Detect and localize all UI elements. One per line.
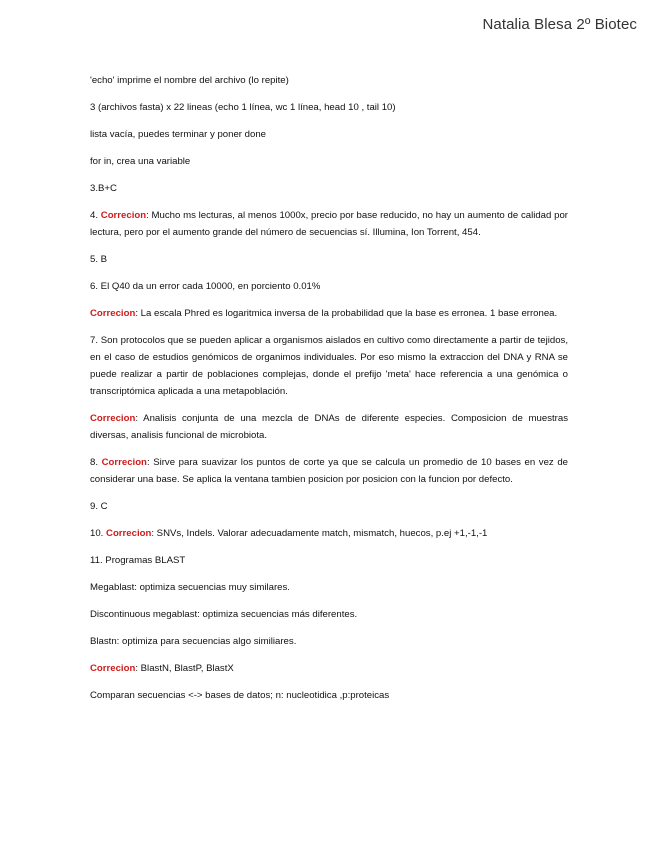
paragraph-prefix: 8. <box>90 457 102 468</box>
paragraph-prefix: 4. <box>90 210 101 221</box>
answer-paragraph-12 <box>90 454 568 488</box>
paragraph-text: : Sirve para suavizar los puntos de corte ya que se calcula un promedio de 10 bases en vez de considerar una base. Se aplica la ventana tambien posicion por posicion con la funcion por defecto. <box>90 457 568 485</box>
correction-label: Correcion <box>101 457 147 468</box>
correction-label: Correcion <box>90 413 136 424</box>
paragraph-text: Comparan secuencias <-> bases de datos; n: nucleotidica ,p:proteicas <box>90 690 390 701</box>
paragraph-text: Blastn: optimiza para secuencias algo similiares. <box>90 636 297 647</box>
answer-paragraph-6 <box>90 207 568 241</box>
paragraph-prefix: 10. <box>90 528 107 539</box>
paragraph-text: 3.B+C <box>90 183 117 194</box>
answer-list <box>90 72 568 714</box>
answer-paragraph-5 <box>90 180 568 197</box>
paragraph-text: : La escala Phred es logaritmica inversa de la probabilidad que la base es erronea. 1 base erronea. <box>135 308 558 319</box>
answer-paragraph-11 <box>90 410 568 444</box>
correction-label: Correcion <box>90 663 136 674</box>
paragraph-text: : Mucho ms lecturas, al menos 1000x, precio por base reducido, no hay un aumento de calidad por lectura, pero por el aumento grande del número de secuencias sí. Illumina, Ion Torrent, 454. <box>90 210 568 238</box>
paragraph-text: 9. C <box>90 501 108 512</box>
answer-paragraph-18 <box>90 633 568 650</box>
paragraph-text: Megablast: optimiza secuencias muy similares. <box>90 582 290 593</box>
paragraph-text: 3 (archivos fasta) x 22 lineas (echo 1 línea, wc 1 línea, head 10 , tail 10) <box>90 102 396 113</box>
paragraph-text: : BlastN, BlastP, BlastX <box>135 663 234 674</box>
answer-paragraph-7 <box>90 251 568 268</box>
answer-paragraph-15 <box>90 552 568 569</box>
answer-paragraph-13 <box>90 498 568 515</box>
answer-paragraph-16 <box>90 579 568 596</box>
answer-paragraph-10 <box>90 332 568 400</box>
answer-paragraph-1 <box>90 72 568 89</box>
correction-label: Correcion <box>100 210 147 221</box>
answer-paragraph-9 <box>90 305 568 322</box>
answer-paragraph-20 <box>90 687 568 704</box>
answer-paragraph-17 <box>90 606 568 623</box>
correction-label: Correcion <box>90 308 136 319</box>
paragraph-text: 5. B <box>90 254 108 265</box>
paragraph-text: Discontinuous megablast: optimiza secuencias más diferentes. <box>90 609 358 620</box>
answer-paragraph-19 <box>90 660 568 677</box>
document-header-author: Natalia Blesa 2º Biotec <box>482 16 637 33</box>
answer-paragraph-8 <box>90 278 568 295</box>
paragraph-text: 11. Programas BLAST <box>90 555 186 566</box>
answer-paragraph-4 <box>90 153 568 170</box>
correction-label: Correcion <box>106 528 152 539</box>
paragraph-text: 6. El Q40 da un error cada 10000, en porciento 0.01% <box>90 281 321 292</box>
paragraph-text: for in, crea una variable <box>90 156 191 167</box>
paragraph-text: : Analisis conjunta de una mezcla de DNAs de diferente especies. Composicion de muestras diversas, analisis funcional de microbiota. <box>90 413 568 441</box>
paragraph-text: lista vacía, puedes terminar y poner done <box>90 129 266 140</box>
paragraph-text: 7. Son protocolos que se pueden aplicar a organismos aislados en cultivo como directamente a partir de tejidos, en el caso de estudios genómicos de organimos individuales. Por eso mismo la extraccion del DNA y RNA se puede realizar a partir de poblaciones complejas, donde el prefijo 'meta' hace referencia a una genómica o transcriptómica aplicada a una metapoblación. <box>90 335 568 397</box>
paragraph-text: 'echo' imprime el nombre del archivo (lo repite) <box>90 75 289 86</box>
answer-paragraph-14 <box>90 525 568 542</box>
answer-paragraph-3 <box>90 126 568 143</box>
answer-paragraph-2 <box>90 99 568 116</box>
paragraph-text: : SNVs, Indels. Valorar adecuadamente match, mismatch, huecos, p.ej +1,-1,-1 <box>151 528 488 539</box>
